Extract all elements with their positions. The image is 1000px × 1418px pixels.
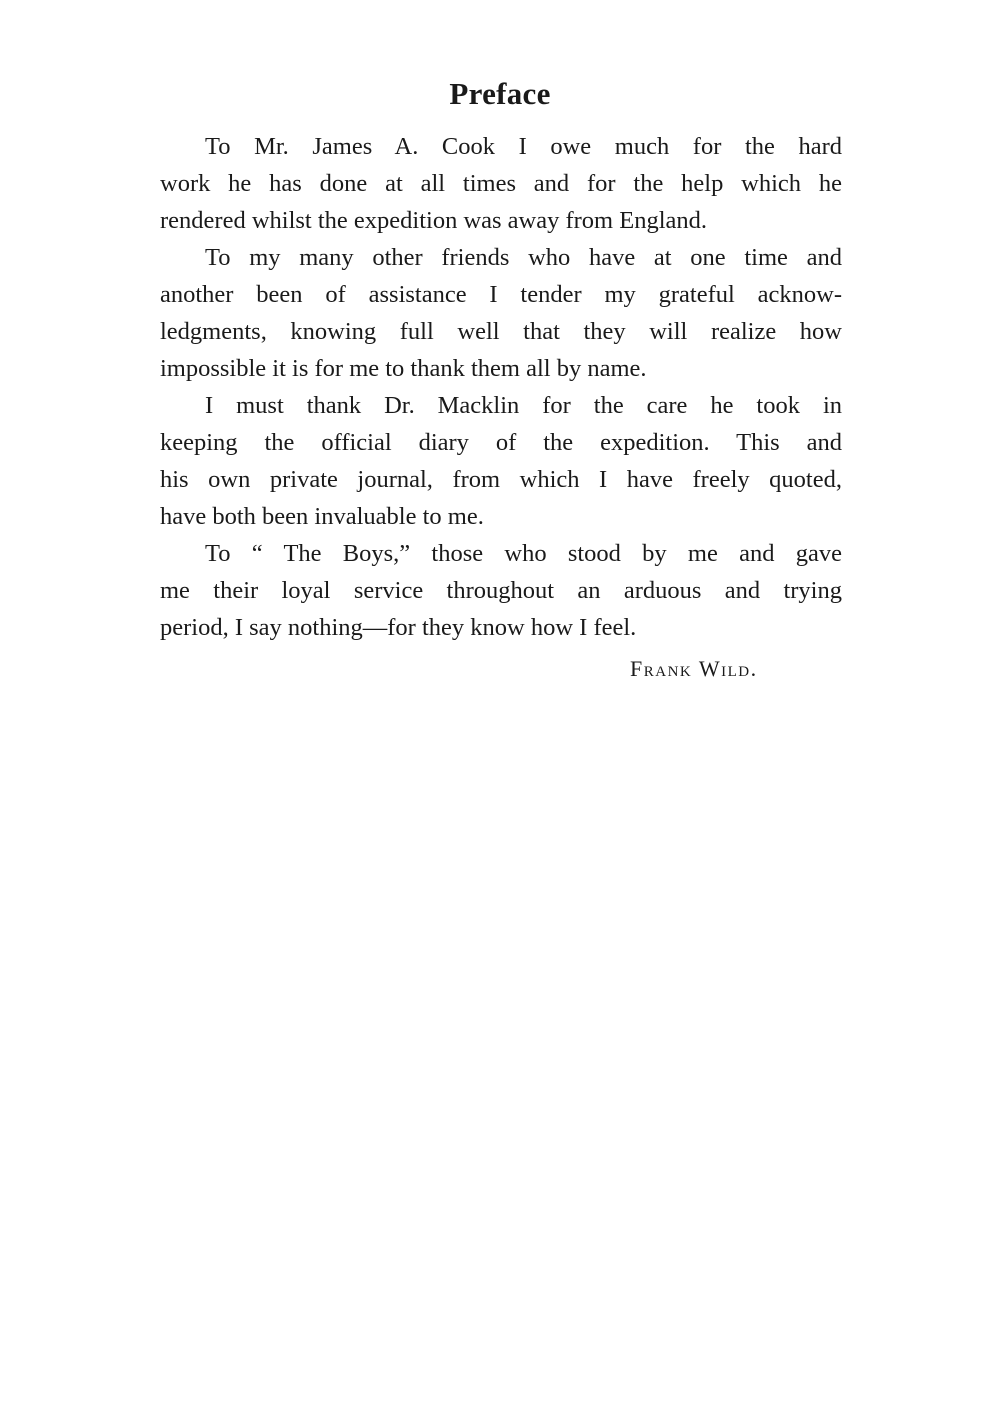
text-line: have both been invaluable to me.: [160, 503, 484, 530]
text-line: me their loyal service throughout an arduous and trying: [160, 577, 842, 604]
text-line: To my many other friends who have at one time and: [205, 244, 842, 271]
signature: Frank Wild.: [630, 656, 758, 681]
paragraph: [160, 128, 842, 239]
text-line: I must thank Dr. Macklin for the care he took in: [205, 392, 842, 419]
text-line: keeping the official diary of the expedition. This and: [160, 429, 842, 456]
preface-body: [160, 128, 842, 646]
text-line: period, I say nothing—for they know how I feel.: [160, 614, 637, 641]
page-title: Preface: [449, 76, 551, 111]
text-line: To Mr. James A. Cook I owe much for the hard: [205, 133, 842, 160]
text-line: another been of assistance I tender my grateful acknow-: [160, 281, 842, 308]
paragraph: [160, 387, 842, 535]
text-line: work he has done at all times and for the help which he: [160, 170, 842, 197]
text-line: To “ The Boys,” those who stood by me and gave: [205, 540, 842, 567]
text-line: rendered whilst the expedition was away from England.: [160, 207, 708, 234]
text-line: ledgments, knowing full well that they will realize how: [160, 318, 842, 345]
text-line: impossible it is for me to thank them all by name.: [160, 355, 647, 382]
paragraph: [160, 535, 842, 646]
paragraph: [160, 239, 842, 387]
text-line: his own private journal, from which I have freely quoted,: [160, 466, 842, 493]
